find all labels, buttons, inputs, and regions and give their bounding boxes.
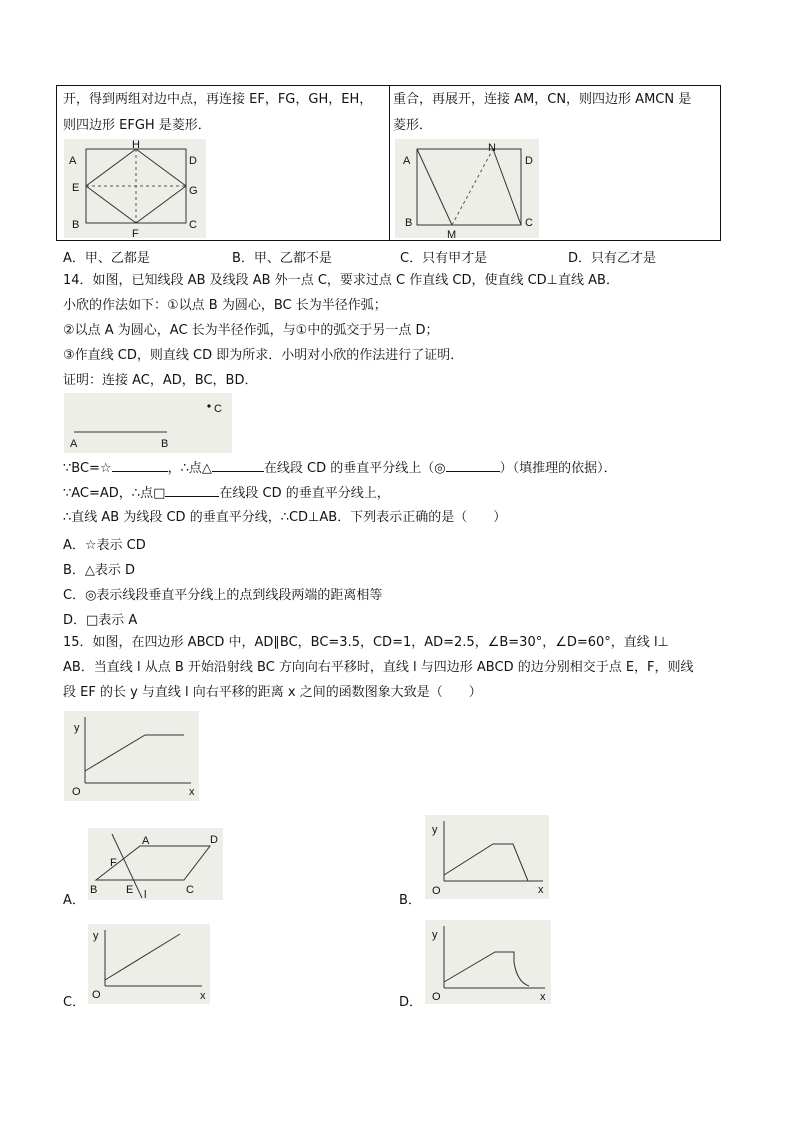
graph-curve [85,735,184,771]
q14-proof-line3: ∴直线 AB 为线段 CD 的垂直平分线，∴CD⊥AB．下列表示正确的是（ ） [63,510,507,525]
q13-left-line1: 开，得到两组对边中点，再连接 EF，FG，GH，EH， [63,92,373,107]
segment-nc [493,149,521,225]
label-a: A [69,155,77,167]
proof1-part-c: 在线段 CD 的垂直平分线上（◎ [263,461,446,476]
q14-option-b[interactable]: B．△表示 D [63,563,136,578]
q15-line3: 段 EF 的长 y 与直线 l 向右平移的距离 x 之间的函数图象大致是（ ） [63,685,482,700]
blank-circle[interactable] [446,459,500,472]
origin-label-d: O [432,991,441,1003]
label-c2: C [525,217,533,229]
blank-star[interactable] [112,459,168,472]
q14-step3: ③作直线 CD，则直线 CD 即为所求．小明对小欣的作法进行了证明． [63,348,464,363]
origin-label-b: O [432,885,441,897]
label-g: G [189,185,198,197]
q15-line2: AB．当直线 l 从点 B 开始沿射线 BC 方向向右平移时，直线 l 与四边形 ABCD 的边分别相交于点 E，F，则线 [63,660,694,675]
amcn-figure [395,139,539,238]
q14-proof-line2 [63,484,390,503]
q13-table-divider [389,86,390,240]
q14-step1: 小欣的作法如下：①以点 B 为圆心，BC 长为半径作弧； [63,298,387,313]
q13-right-line1: 重合，再展开，连接 AM，CN，则四边形 AMCN 是 [393,92,692,107]
label-a3: A [70,438,78,450]
segment-am [417,149,452,225]
q-label-l: l [144,889,147,900]
label-n: N [488,142,496,154]
label-e: E [72,182,80,194]
origin-label-c: O [92,989,101,1001]
q-label-d: D [210,834,218,846]
q13-option-c[interactable]: C．只有甲才是 [400,251,488,266]
y-label-d: y [432,929,438,941]
curve-b [444,844,528,881]
proof1-part-b: ，∴点△ [167,461,212,476]
proof1-part-d: ）（填推理的依据）． [499,461,617,476]
y-label-b: y [432,824,438,836]
quadrilateral-figure [88,828,223,900]
curve-d [444,952,529,986]
x-label: x [189,786,195,798]
label-c3: C [214,403,222,415]
q13-right-line2: 菱形． [393,118,433,133]
y-label-c: y [93,930,99,942]
rhombus-figure [64,139,206,238]
q14-stem: 14．如图，已知线段 AB 及线段 AB 外一点 C，要求过点 C 作直线 CD，使直线 CD⊥直线 AB． [63,273,619,288]
q15-option-c[interactable]: C． [63,995,86,1010]
blank-triangle[interactable] [212,459,264,472]
origin-label: O [72,786,81,798]
q-label-f: F [110,857,117,869]
q13-option-b[interactable]: B．甲、乙都不是 [232,251,332,266]
x-label-c: x [200,990,206,1002]
q14-option-c[interactable]: C．◎表示线段垂直平分线上的点到线段两端的距离相等 [63,588,383,603]
label-f: F [132,228,139,238]
label-c: C [189,219,197,231]
label-d2: D [525,155,533,167]
label-d: D [189,155,197,167]
proof2-part-a: ∵AC=AD，∴点□ [63,486,166,501]
label-a2: A [403,155,411,167]
rect-abcd-2 [417,149,521,225]
q14-proof-intro: 证明：连接 AC，AD，BC，BD． [63,373,258,388]
label-b3: B [161,438,169,450]
q14-option-a[interactable]: A．☆表示 CD [63,538,146,553]
blank-square[interactable] [165,484,219,497]
q-label-a: A [142,835,150,847]
q14-option-d[interactable]: D．□表示 A [63,613,138,628]
proof2-part-b: 在线段 CD 的垂直平分线上， [219,486,390,501]
label-h: H [132,139,140,151]
graph-b [425,815,549,899]
proof1-part-a: ∵BC=☆ [63,461,112,476]
q13-left-line2: 则四边形 EFGH 是菱形． [63,118,211,133]
x-label-b: x [538,884,544,896]
q14-step2: ②以点 A 为圆心，AC 长为半径作弧，与①中的弧交于另一点 D； [63,323,439,338]
q15-option-b[interactable]: B． [399,893,421,908]
label-b: B [72,219,80,231]
q14-proof-line1 [63,459,617,478]
q15-option-a[interactable]: A． [63,893,85,908]
point-c [207,404,210,407]
label-b2: B [405,217,413,229]
label-m: M [447,229,457,238]
q15-option-d[interactable]: D． [399,995,423,1010]
q-label-b: B [90,884,98,896]
fold-mn [452,149,493,225]
segment-ab-figure [64,393,232,453]
q15-line1: 15．如图，在四边形 ABCD 中，AD∥BC，BC=3.5，CD=1，AD=2.5，∠B=30°，∠D=60°，直线 l⊥ [63,635,669,650]
x-label-d: x [540,991,546,1003]
q13-option-d[interactable]: D．只有乙才是 [568,251,657,266]
q13-option-a[interactable]: A．甲、乙都是 [63,251,150,266]
y-label: y [74,722,80,734]
q-label-e: E [126,884,134,896]
graph-d [425,920,551,1004]
q15-top-graph [64,711,199,801]
q-label-c: C [186,884,194,896]
graph-c [88,924,210,1004]
curve-c [105,934,180,980]
